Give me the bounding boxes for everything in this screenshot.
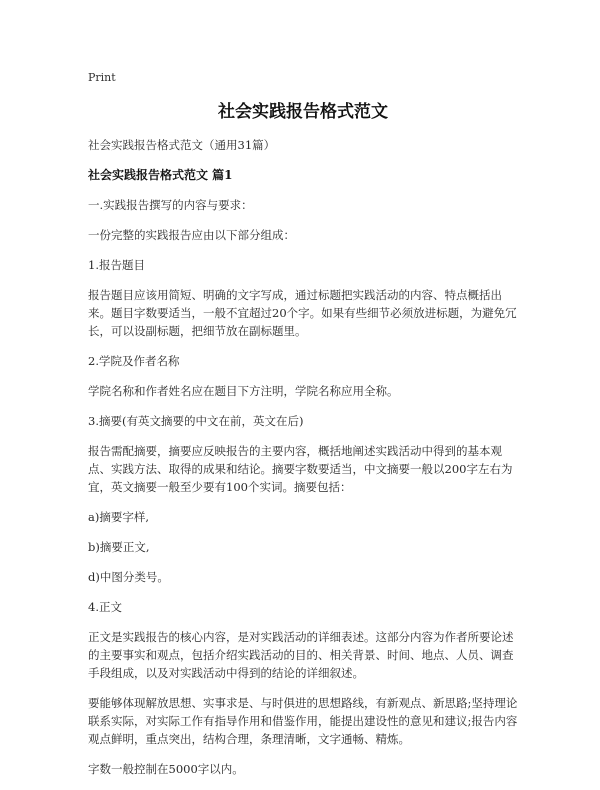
paragraph-requirements-heading: 一.实践报告撰写的内容与要求： xyxy=(88,198,253,212)
document-subtitle: 社会实践报告格式范文（通用31篇） xyxy=(88,138,276,152)
paragraph-item-title: 1.报告题目 xyxy=(88,258,145,272)
paragraph-abstract-desc: 报告需配摘要，摘要应反映报告的主要内容，概括地阐述实践活动中得到的基本观点、实践方法、取得的成果和结论。摘要字数要适当，中文摘要一般以200字左右为宜，英文摘要一般至少要有100个实词。摘要包括： xyxy=(88,444,513,494)
paragraph-body-requirements: 要能够体现解放思想、实事求是、与时俱进的思想路线，有新观点、新思路;坚持理论联系实际，对实际工作有指导作用和借鉴作用，能提出建设性的意见和建议;报告内容观点鲜明，重点突出，结构合理，条理清晰，文字通畅、精炼。 xyxy=(88,696,518,746)
paragraph-college-desc: 学院名称和作者姓名应在题目下方注明，学院名称应用全称。 xyxy=(88,384,399,398)
paragraph-item-body: 4.正文 xyxy=(88,600,122,614)
paragraph-item-abstract: 3.摘要(有英文摘要的中文在前，英文在后) xyxy=(88,414,304,428)
paragraph-abstract-d: d)中图分类号。 xyxy=(88,570,169,584)
paragraph-abstract-a: a)摘要字样, xyxy=(88,510,149,524)
paragraph-abstract-b: b)摘要正文, xyxy=(88,540,150,554)
section-heading: 社会实践报告格式范文 篇1 xyxy=(88,168,233,182)
document-page xyxy=(88,70,518,790)
paragraph-composition: 一份完整的实践报告应由以下部分组成： xyxy=(88,228,295,242)
paragraph-item-college: 2.学院及作者名称 xyxy=(88,354,180,368)
print-link[interactable]: Print xyxy=(88,71,116,84)
paragraph-body-desc: 正文是实践报告的核心内容，是对实践活动的详细表述。这部分内容为作者所要论述的主要事实和观点，包括介绍实践活动的目的、相关背景、时间、地点、人员、调查手段组成，以及对实践活动中得到的结论的详细叙述。 xyxy=(88,630,514,680)
document-title: 社会实践报告格式范文 xyxy=(218,102,388,122)
paragraph-title-desc: 报告题目应该用简短、明确的文字写成，通过标题把实践活动的内容、特点概括出来。题目字数要适当，一般不宜超过20个字。如果有些细节必须放进标题，为避免冗长，可以设副标题，把细节放在副标题里。 xyxy=(88,288,517,338)
paragraph-word-limit: 字数一般控制在5000字以内。 xyxy=(88,762,244,776)
